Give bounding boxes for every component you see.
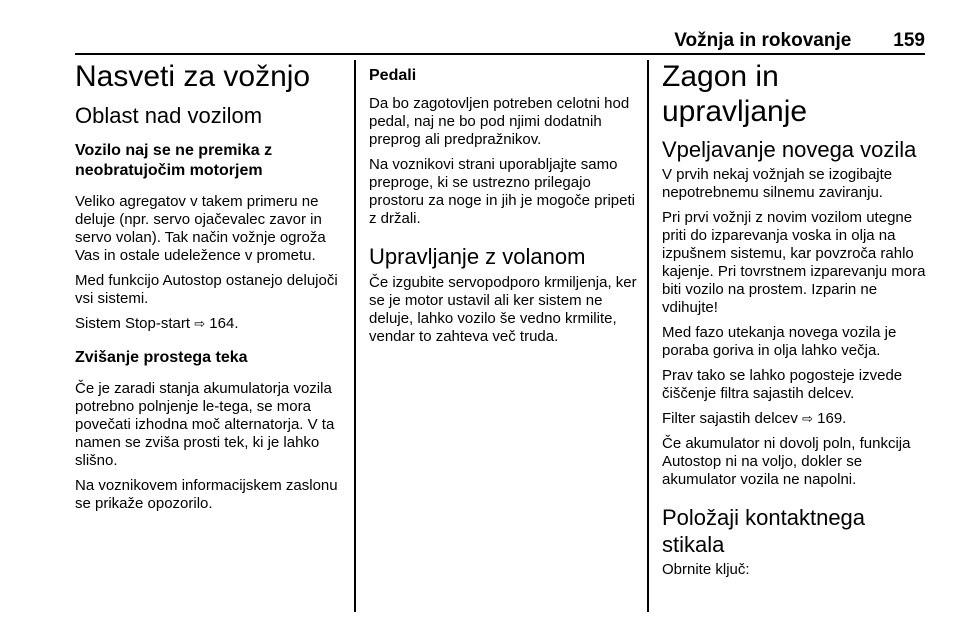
- paragraph: Pri prvi vožnji z novim vozilom utegne priti do izparevanja voska in olja na izpušnem sistemu, kar povzroča rahlo kajenje. Pri tovrstnem izparevanju mora biti vozilo na prostem. Izparin ne vdihujte!: [662, 209, 926, 317]
- paragraph-with-reference: [75, 315, 347, 333]
- chapter-title: Nasveti za vožnjo: [75, 60, 311, 93]
- page-header: [75, 30, 925, 52]
- paragraph: Prav tako se lahko pogosteje izvede čiščenje filtra sajastih delcev.: [662, 367, 903, 403]
- paragraph: Med fazo utekanja novega vozila je poraba goriva in olja lahko večja.: [662, 324, 897, 360]
- column-2: [369, 56, 637, 346]
- page-ref-arrow-icon: ⇨: [802, 411, 813, 427]
- subsection-heading: Pedali: [369, 67, 417, 84]
- reference-text: Sistem Stop-start: [75, 314, 191, 332]
- paragraph: Če akumulator ni dovolj poln, funkcija Autostop ni na voljo, dokler se akumulator vozila ne napolni.: [662, 435, 911, 489]
- column-1: [75, 56, 347, 513]
- paragraph: V prvih nekaj vožnjah se izogibajte nepotrebnemu silnemu zaviranju.: [662, 166, 893, 202]
- paragraph: Če je zaradi stanja akumulatorja vozila potrebno polnjenje le-tega, se mora povečati izhodna moč alternatorja. V ta namen se zviša prosti tek, ki je lahko slišno.: [75, 379, 335, 469]
- section-heading: Položaji kontaktnega stikala: [662, 505, 866, 557]
- paragraph: Da bo zagotovljen potreben celotni hod pedal, naj ne bo pod njimi dodatnih preprog ali predpražnikov.: [369, 95, 630, 148]
- section-heading: Upravljanje z volanom: [369, 244, 586, 269]
- page-ref-arrow-icon: ⇨: [194, 315, 206, 331]
- subsection-heading: Zvišanje prostega teka: [75, 348, 248, 366]
- paragraph: Obrnite ključ:: [662, 561, 750, 579]
- column-divider-2: [647, 60, 649, 612]
- section-heading: Oblast nad vozilom: [75, 102, 263, 128]
- column-3: [662, 56, 930, 579]
- paragraph: Veliko agregatov v takem primeru ne deluje (npr. servo ojačevalec zavor in servo volan). Tak način vožnje ogroža Vas in ostale udeležence v prometu.: [75, 192, 326, 264]
- page-reference: 169.: [817, 410, 847, 428]
- column-divider-1: [354, 60, 356, 612]
- paragraph: Na voznikovem informacijskem zaslonu se prikaže opozorilo.: [75, 476, 338, 512]
- chapter-title: Zagon in upravljanje: [662, 60, 808, 128]
- reference-text: Filter sajastih delcev: [662, 410, 798, 428]
- section-title: Vožnja in rokovanje: [674, 30, 852, 51]
- paragraph: Med funkcijo Autostop ostanejo delujoči vsi sistemi.: [75, 271, 338, 307]
- header-rule: [75, 53, 925, 55]
- page-reference: 164.: [209, 314, 239, 332]
- paragraph: Na voznikovi strani uporabljajte samo preproge, ki se ustrezno prilegajo prostoru za noge in jih je mogoče pripeti z držali.: [369, 156, 635, 227]
- page-number: 159: [893, 30, 925, 51]
- section-heading: Vpeljavanje novega vozila: [662, 137, 917, 162]
- paragraph: Če izgubite servopodporo krmiljenja, ker se je motor ustavil ali ker sistem ne deluje, lahko vozilo še vedno krmilite, vendar to zahteva več truda.: [369, 274, 637, 346]
- subsection-heading: Vozilo naj se ne premika z neobratujočim motorjem: [75, 141, 273, 179]
- paragraph-with-reference: [662, 410, 930, 428]
